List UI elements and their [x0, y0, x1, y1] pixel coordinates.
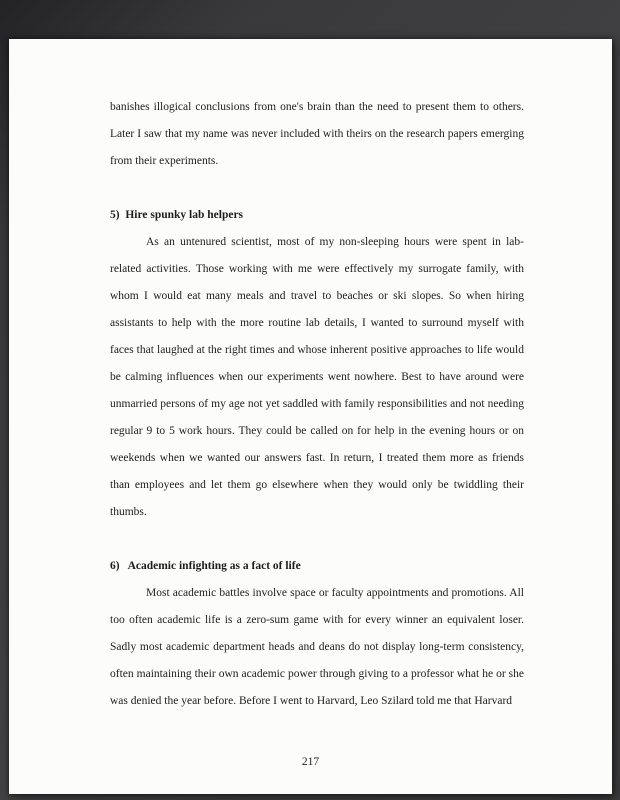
document-page — [9, 39, 612, 794]
section-5-paragraph: As an untenured scientist, most of my non-sleeping hours were spent in lab-related activities. Those working with me were effectively my surrogate family, with whom I would eat many meals and travel to beaches or ski slopes. So when hiring assistants to help with the more routine lab details, I wanted to surround myself with faces that laughed at the right times and whose inherent positive approaches to life would be calming influences when our experiments went nowhere. Best to have around were unmarried persons of my age not yet saddled with family responsibilities and not needing regular 9 to 5 work hours. They could be called on for help in the evening hours or on weekends when we wanted our answers fast. In return, I treated them more as friends than employees and let them go elsewhere when they would only be twiddling their thumbs. — [110, 236, 524, 518]
page-number: 217 — [301, 756, 320, 768]
section-6-heading: 6) Academic infighting as a fact of life — [110, 560, 301, 572]
section-6-paragraph: Most academic battles involve space or faculty appointments and promotions. All too often academic life is a zero-sum game with for every winner an equivalent loser. Sadly most academic department heads and deans do not display long-term consistency, often maintaining their own academic power through giving to a professor what he or she was denied the year before. Before I went to Harvard, Leo Szilard told me that Harvard — [110, 587, 524, 707]
page-text — [110, 94, 524, 715]
paragraph-continuation: banishes illogical conclusions from one's brain than the need to present them to others. Later I saw that my name was never included with theirs on the research papers emerging from their experiments. — [110, 101, 524, 167]
section-5-heading: 5) Hire spunky lab helpers — [110, 209, 244, 221]
